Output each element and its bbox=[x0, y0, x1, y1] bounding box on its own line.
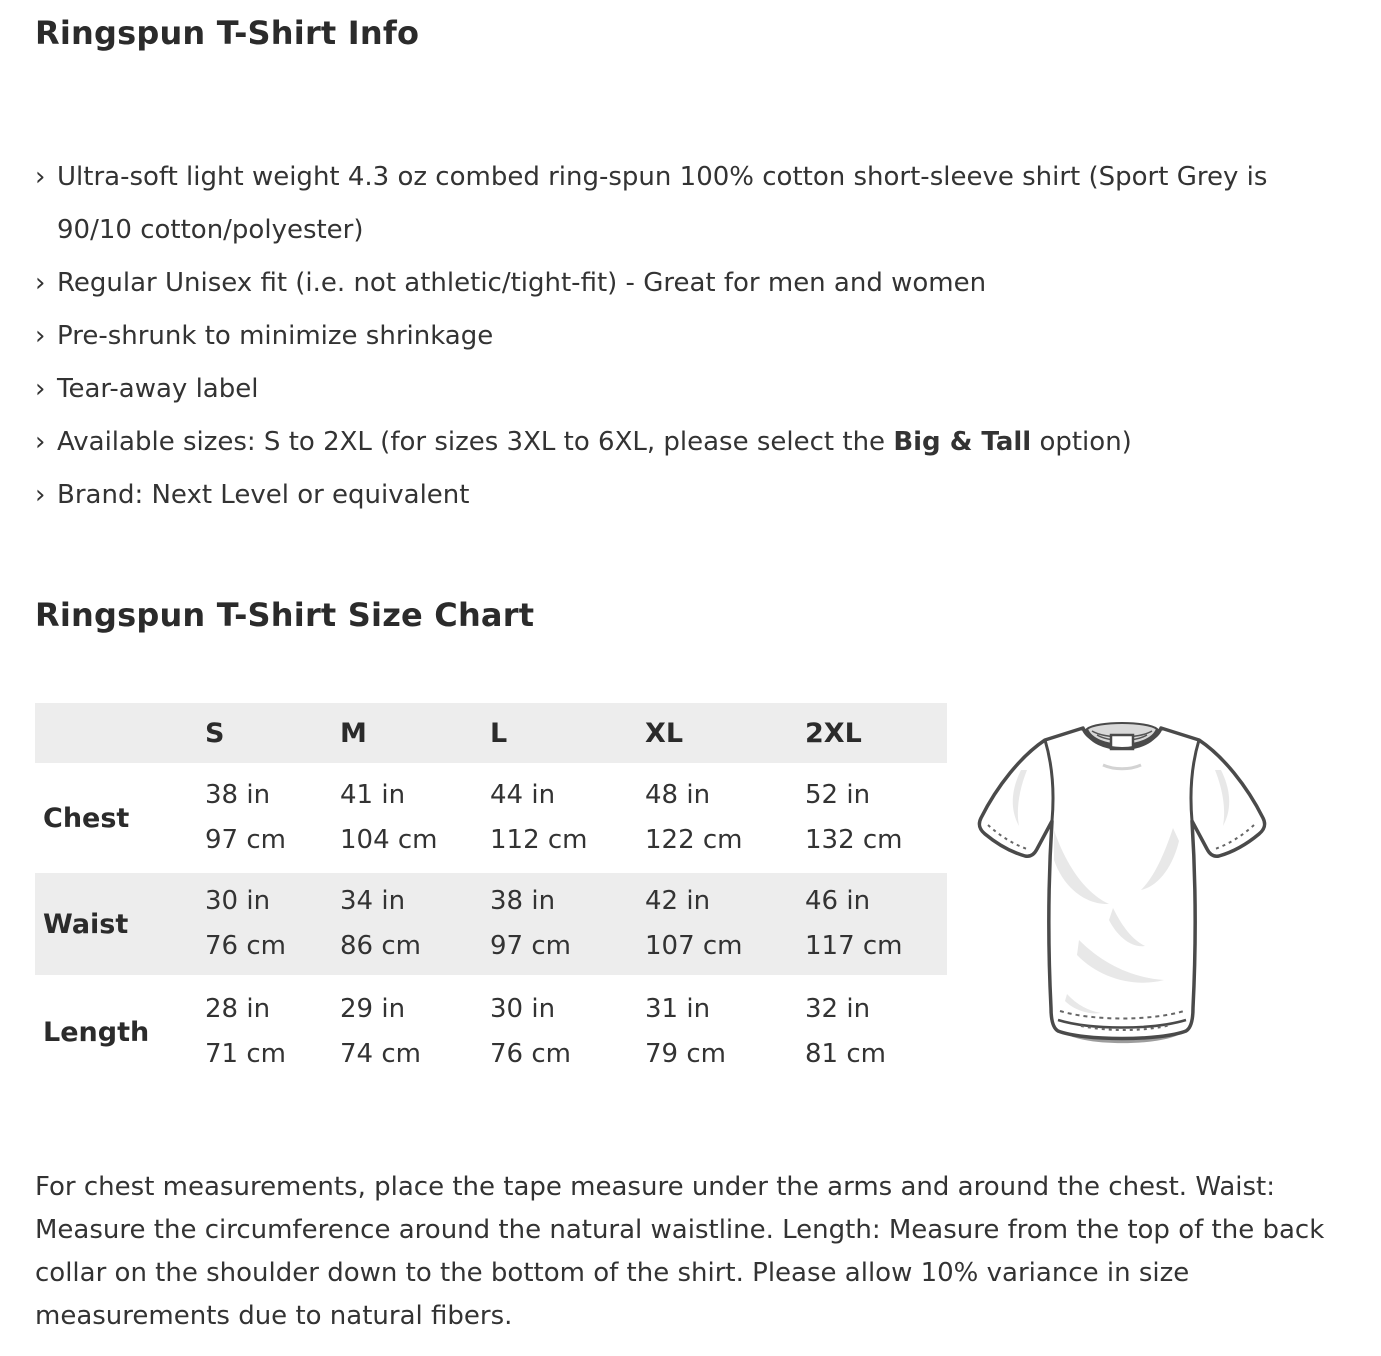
bullet-item-sizes bbox=[35, 416, 1346, 469]
size-value-cm: 122 cm bbox=[645, 825, 743, 855]
measurement-cell bbox=[205, 763, 340, 873]
bullet-marker-icon: › bbox=[35, 162, 46, 192]
bullet-marker-icon: › bbox=[35, 374, 46, 404]
size-value-cm: 71 cm bbox=[205, 1039, 286, 1069]
measurement-cell bbox=[340, 975, 490, 1089]
tshirt-image-container bbox=[961, 708, 1281, 1053]
row-label: Length bbox=[43, 1016, 150, 1048]
size-chart-table bbox=[35, 703, 947, 1089]
bullet-item-fit bbox=[35, 257, 1346, 310]
bullet-item-material bbox=[35, 151, 1346, 257]
bullet-text: Tear-away label bbox=[57, 374, 259, 404]
size-value-cm: 76 cm bbox=[490, 1039, 571, 1069]
size-column-header-xl: XL bbox=[645, 717, 684, 749]
size-value-in: 29 in bbox=[340, 994, 406, 1024]
row-label: Waist bbox=[43, 908, 129, 940]
size-value-in: 34 in bbox=[340, 886, 406, 916]
table-row-chest bbox=[35, 763, 947, 873]
size-value-in: 30 in bbox=[490, 994, 556, 1024]
bullet-text: Regular Unisex fit (i.e. not athletic/tight-fit) - Great for men and women bbox=[57, 268, 987, 298]
measurement-cell bbox=[205, 873, 340, 975]
size-value-cm: 104 cm bbox=[340, 825, 438, 855]
bullet-marker-icon: › bbox=[35, 268, 46, 298]
size-value-cm: 107 cm bbox=[645, 931, 743, 961]
size-chart-header-row bbox=[35, 703, 947, 763]
size-value-cm: 132 cm bbox=[805, 825, 903, 855]
measurement-note: For chest measurements, place the tape measure under the arms and around the chest. Waist: Measure the circumference around the natural waistline. Length: Measure from the top of the back collar on the shoulder down to the bottom of the shirt. Please allow 10% variance in size measurements due to natural fibers. bbox=[35, 1172, 1325, 1331]
size-value-in: 52 in bbox=[805, 780, 871, 810]
info-section-title: Ringspun T-Shirt Info bbox=[35, 14, 420, 52]
size-value-cm: 117 cm bbox=[805, 931, 903, 961]
size-value-in: 38 in bbox=[205, 780, 271, 810]
size-column-header-s: S bbox=[205, 717, 225, 749]
measurement-cell bbox=[205, 975, 340, 1089]
measurement-cell bbox=[490, 873, 645, 975]
size-value-in: 46 in bbox=[805, 886, 871, 916]
bullet-text: Pre-shrunk to minimize shrinkage bbox=[57, 321, 494, 351]
size-value-in: 28 in bbox=[205, 994, 271, 1024]
bullet-text: Brand: Next Level or equivalent bbox=[57, 480, 470, 510]
size-value-in: 30 in bbox=[205, 886, 271, 916]
size-value-cm: 74 cm bbox=[340, 1039, 421, 1069]
measurement-cell bbox=[490, 763, 645, 873]
bullet-marker-icon: › bbox=[35, 321, 46, 351]
measurement-cell bbox=[645, 763, 805, 873]
size-column-header-2xl: 2XL bbox=[805, 717, 862, 749]
product-description-page bbox=[35, 14, 1346, 1338]
size-value-cm: 97 cm bbox=[490, 931, 571, 961]
size-column-header-m: M bbox=[340, 717, 367, 749]
size-value-cm: 76 cm bbox=[205, 931, 286, 961]
size-chart-section bbox=[35, 703, 1346, 1089]
measurement-cell bbox=[805, 763, 947, 873]
size-chart-title: Ringspun T-Shirt Size Chart bbox=[35, 596, 535, 634]
size-value-in: 48 in bbox=[645, 780, 711, 810]
size-value-cm: 79 cm bbox=[645, 1039, 726, 1069]
corner-cell bbox=[35, 703, 205, 763]
size-value-in: 38 in bbox=[490, 886, 556, 916]
bullet-item-label bbox=[35, 363, 1346, 416]
row-label: Chest bbox=[43, 802, 130, 834]
bullet-text: Ultra-soft light weight 4.3 oz combed ring-spun 100% cotton short-sleeve shirt (Sport Grey is 90/10 cotton/polyester) bbox=[57, 162, 1268, 245]
measurement-cell bbox=[805, 975, 947, 1089]
bullet-marker-icon: › bbox=[35, 427, 46, 457]
size-value-in: 31 in bbox=[645, 994, 711, 1024]
bullet-marker-icon: › bbox=[35, 480, 46, 510]
measurement-cell bbox=[645, 873, 805, 975]
size-value-cm: 97 cm bbox=[205, 825, 286, 855]
table-row-waist bbox=[35, 873, 947, 975]
measurement-cell bbox=[340, 763, 490, 873]
measurement-cell bbox=[340, 873, 490, 975]
info-bullet-list bbox=[35, 151, 1346, 522]
bullet-item-preshrunk bbox=[35, 310, 1346, 363]
measurement-cell bbox=[805, 873, 947, 975]
measurement-cell bbox=[490, 975, 645, 1089]
bullet-text-bold: Big & Tall bbox=[893, 427, 1032, 457]
measurement-cell bbox=[645, 975, 805, 1089]
tshirt-illustration bbox=[961, 708, 1281, 1053]
size-value-cm: 86 cm bbox=[340, 931, 421, 961]
size-value-in: 44 in bbox=[490, 780, 556, 810]
table-row-length bbox=[35, 975, 947, 1089]
size-value-in: 41 in bbox=[340, 780, 406, 810]
bullet-text: option) bbox=[1031, 427, 1132, 457]
size-column-header-l: L bbox=[490, 717, 508, 749]
size-value-cm: 81 cm bbox=[805, 1039, 886, 1069]
size-value-in: 42 in bbox=[645, 886, 711, 916]
bullet-item-brand bbox=[35, 469, 1346, 522]
size-value-cm: 112 cm bbox=[490, 825, 588, 855]
size-value-in: 32 in bbox=[805, 994, 871, 1024]
bullet-text: Available sizes: S to 2XL (for sizes 3XL to 6XL, please select the bbox=[57, 427, 894, 457]
